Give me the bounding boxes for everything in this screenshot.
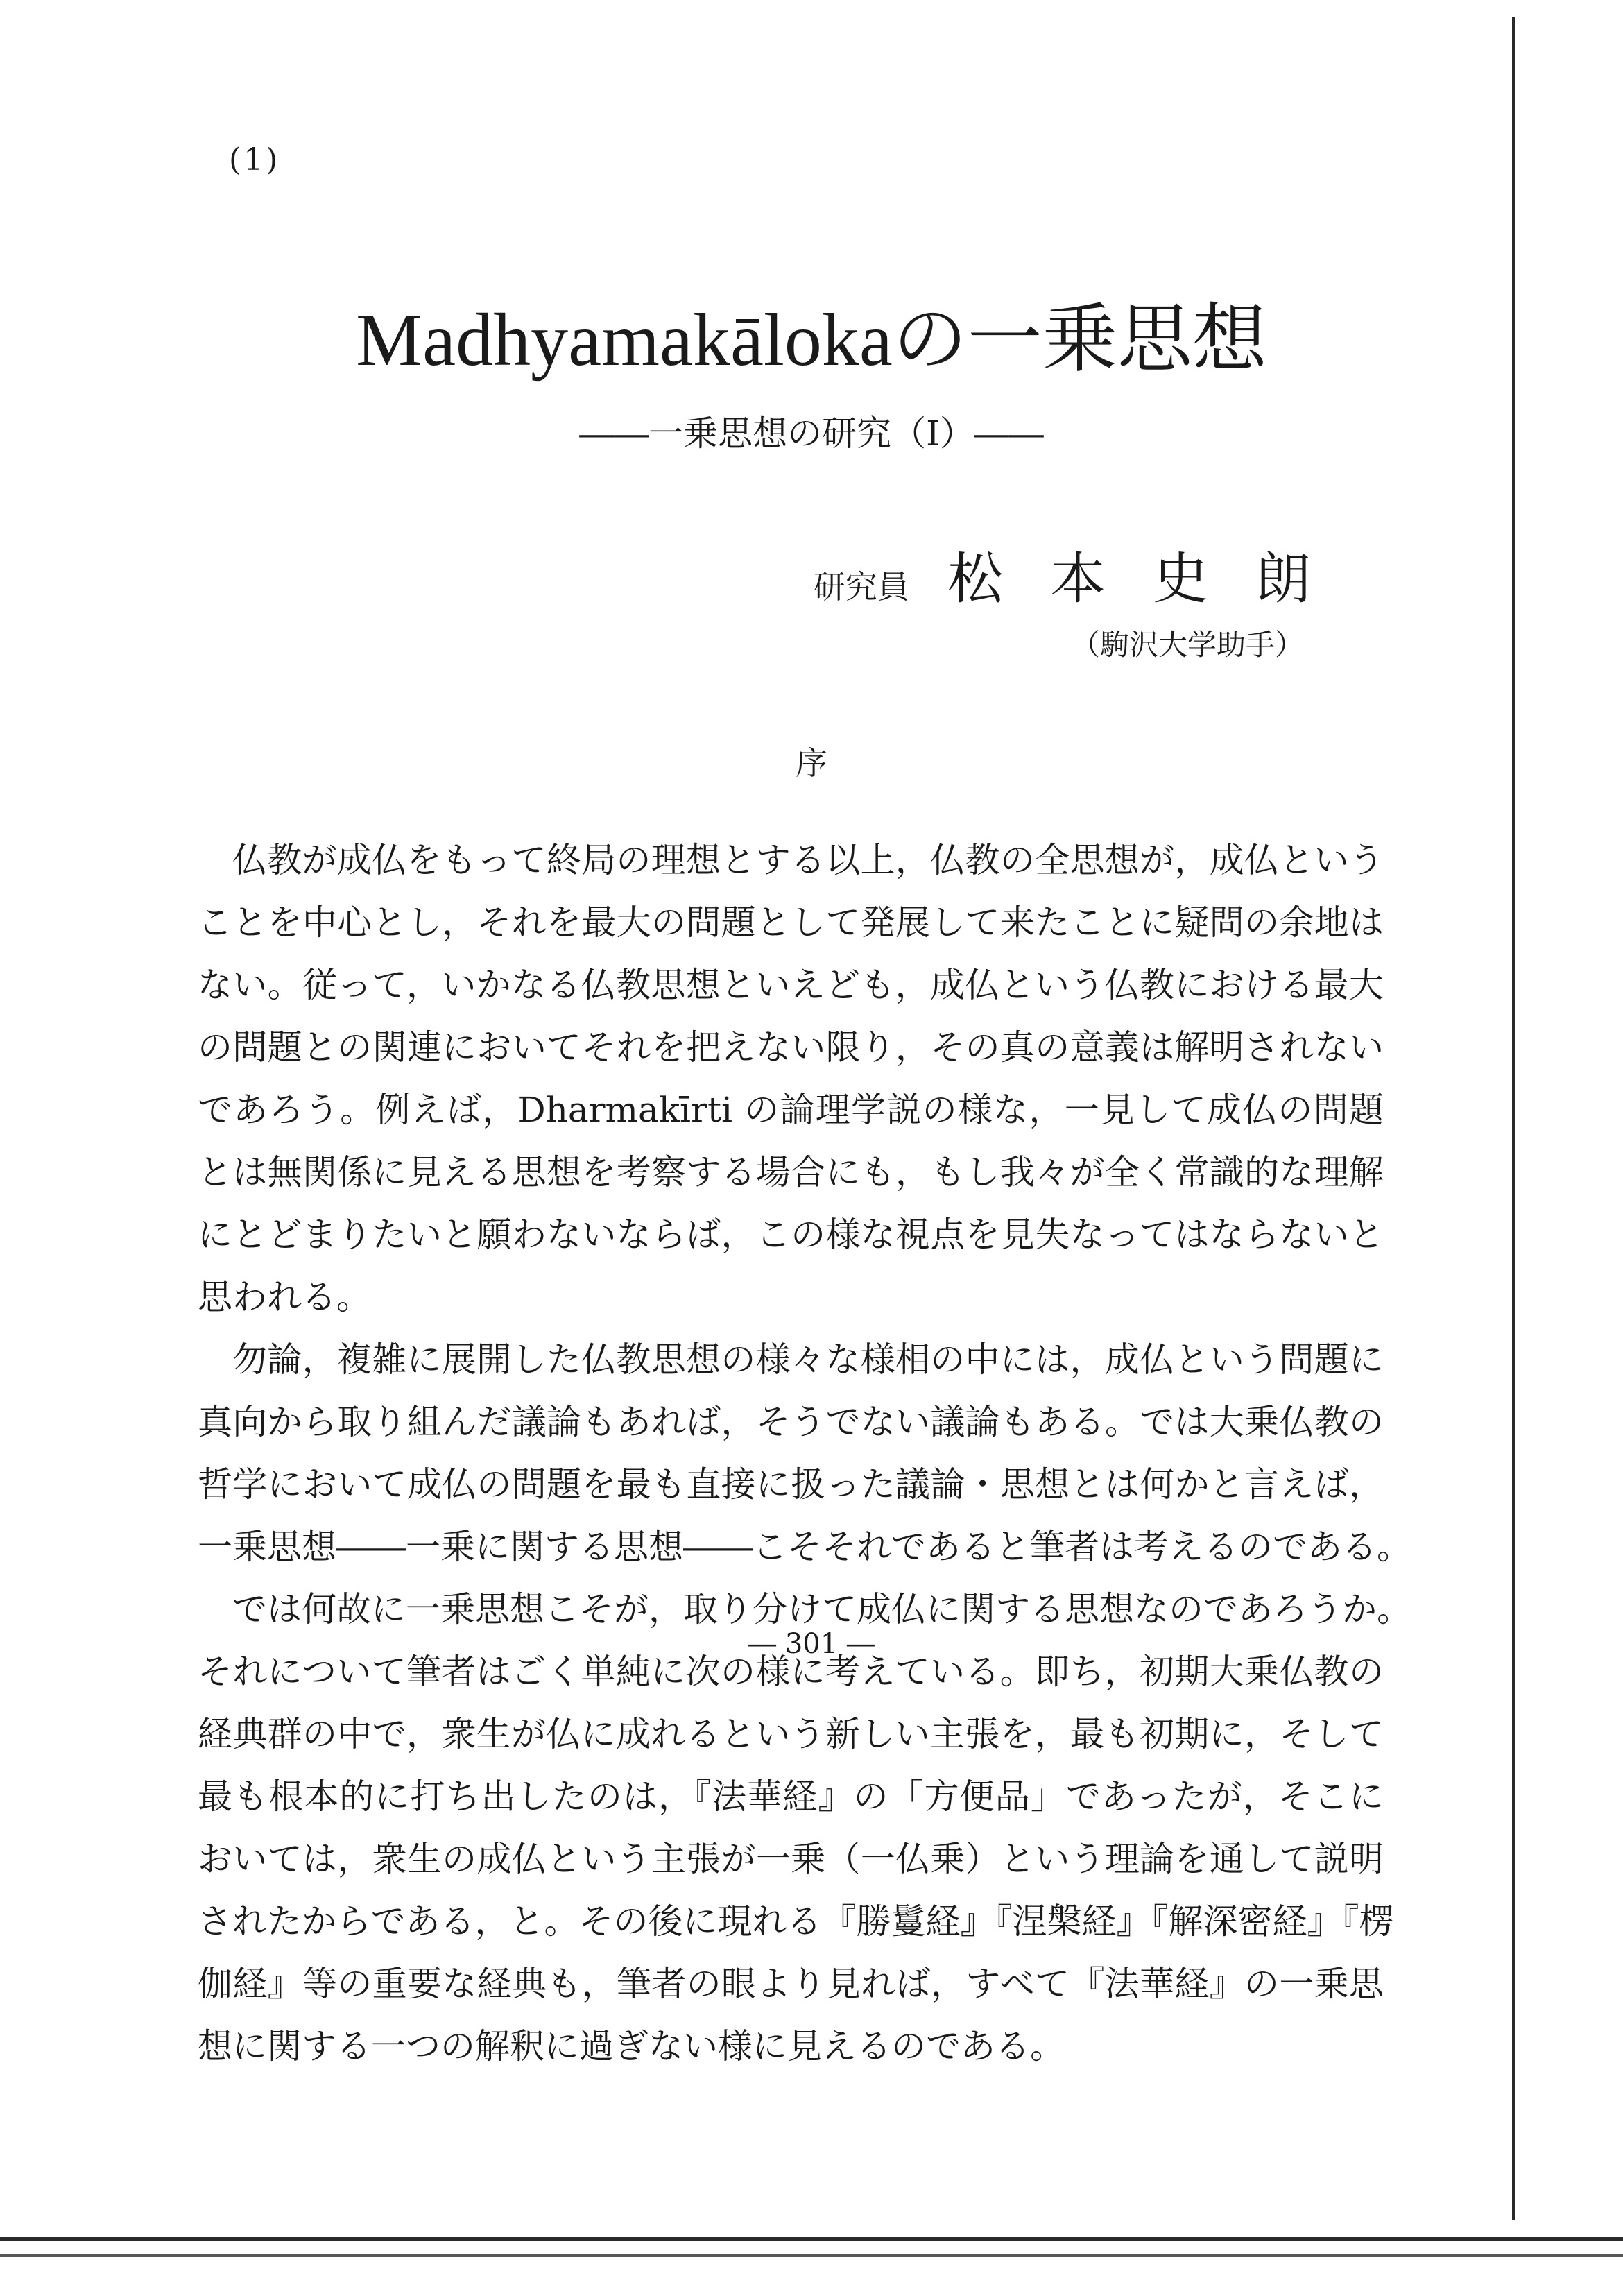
text-line: 経典群の中で，衆生が仏に成れるという新しい主張を，最も初期に，そして bbox=[198, 1714, 1384, 1754]
paragraph-2 bbox=[198, 1328, 1411, 1578]
text-line: 想に関する一つの解釈に過ぎない様に見えるのである。 bbox=[198, 2026, 1065, 2066]
text-line: それについて筆者はごく単純に次の様に考えている。即ち，初期大乗仏教の bbox=[198, 1652, 1384, 1692]
text-line: にとどまりたいと願わないならば，この様な視点を見失なってはならないと bbox=[198, 1215, 1384, 1255]
text-line: では何故に一乗思想こそが，取り分けて成仏に関する思想なのであろうか。 bbox=[232, 1589, 1411, 1629]
text-line: 哲学において成仏の問題を最も直接に扱った議論・思想とは何かと言えば， bbox=[198, 1464, 1384, 1505]
author-name: 松本史朗 bbox=[947, 547, 1358, 611]
scan-edge-bottom-inner bbox=[0, 2254, 1623, 2257]
text-line: ない。従って，いかなる仏教思想といえども，成仏という仏教における最大 bbox=[198, 965, 1384, 1005]
text-line: 伽経』等の重要な経典も，筆者の眼より見れば，すべて『法華経』の一乗思 bbox=[198, 1964, 1384, 2004]
scan-edge-right bbox=[1512, 17, 1515, 2220]
text-line: 最も根本的に打ち出したのは，『法華経』の「方便品」であったが，そこに bbox=[198, 1776, 1384, 1817]
text-line: おいては，衆生の成仏という主張が一乗（一仏乗）という理論を通して説明 bbox=[198, 1839, 1384, 1879]
text-line: であろう。例えば，Dharmakīrti の論理学説の様な，一見して成仏の問題 bbox=[198, 1090, 1384, 1130]
text-line: とは無関係に見える思想を考察する場合にも，もし我々が全く常識的な理解 bbox=[198, 1152, 1384, 1192]
text-line: 一乗思想――一乗に関する思想――こそそれであると筆者は考えるのである。 bbox=[198, 1527, 1411, 1567]
body-text bbox=[198, 829, 1411, 2077]
title-japanese: の一乗思想 bbox=[892, 296, 1267, 383]
author-role: 研究員 bbox=[813, 568, 909, 606]
paragraph-1 bbox=[198, 829, 1384, 1328]
page-marker: (1) bbox=[229, 142, 281, 178]
text-line: 仏教が成仏をもって終局の理想とする以上，仏教の全思想が，成仏という bbox=[232, 840, 1384, 880]
page-number: ― 301 ― bbox=[748, 1628, 875, 1660]
author-affiliation: （駒沢大学助手） bbox=[1070, 628, 1304, 662]
title-latin: Madhyamakāloka bbox=[356, 299, 893, 382]
text-line: の問題との関連においてそれを把えない限り，その真の意義は解明されない bbox=[198, 1027, 1384, 1068]
author-line bbox=[813, 547, 1358, 626]
text-line: されたからである，と。その後に現れる『勝鬘経』『涅槃経』『解深密経』『楞 bbox=[198, 1901, 1394, 1942]
text-line: 思われる。 bbox=[198, 1277, 371, 1317]
text-line: ことを中心とし，それを最大の問題として発展して来たことに疑問の余地は bbox=[198, 902, 1384, 943]
text-line: 勿論，複雑に展開した仏教思想の様々な様相の中には，成仏という問題に bbox=[232, 1339, 1384, 1380]
scan-edge-bottom bbox=[0, 2237, 1623, 2241]
text-line: 真向から取り組んだ議論もあれば，そうでない議論もある。では大乗仏教の bbox=[198, 1402, 1384, 1442]
paper-subtitle: ――一乗思想の研究（I）―― bbox=[579, 413, 1044, 454]
section-heading: 序 bbox=[796, 744, 827, 782]
paper-title bbox=[0, 291, 1623, 389]
